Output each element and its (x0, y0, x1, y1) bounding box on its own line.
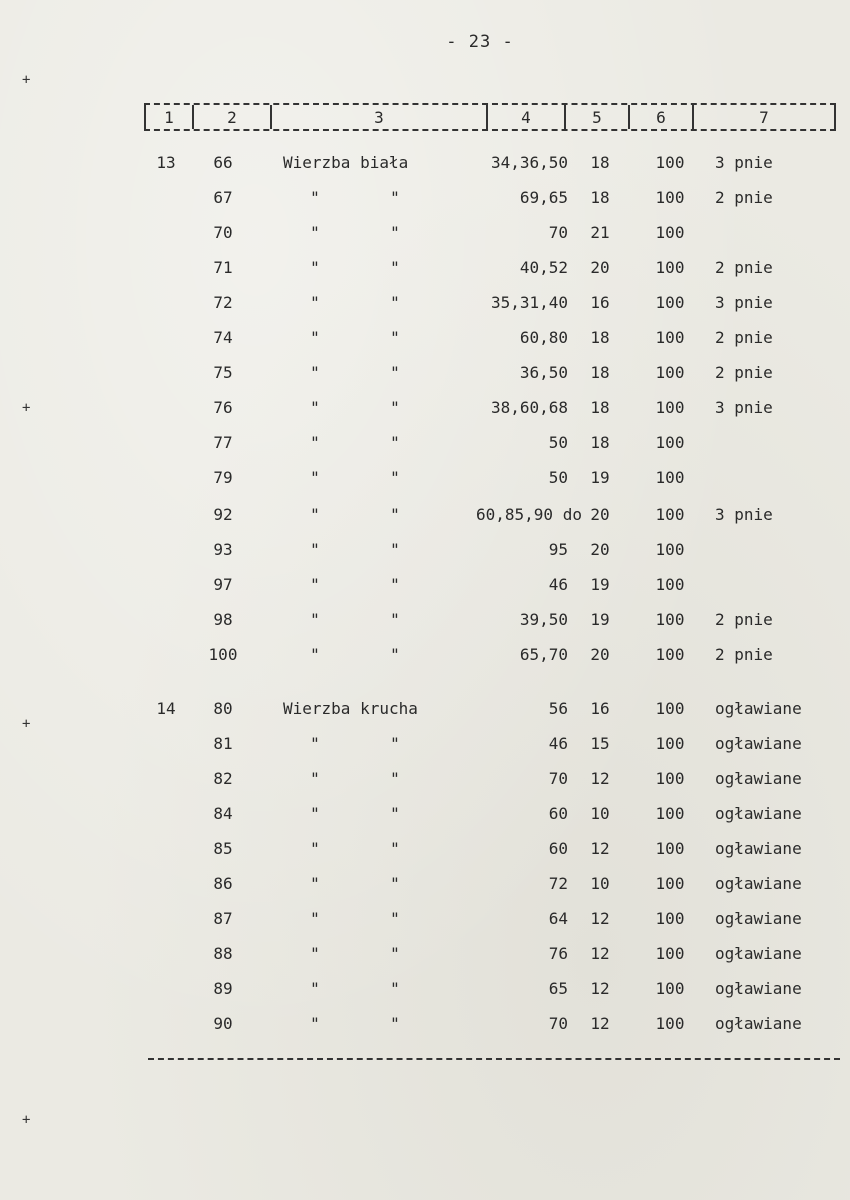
table-row (0, 769, 850, 799)
species-name: Wierzba biała (283, 153, 409, 172)
tree-number: 85 (213, 839, 233, 858)
tree-number: 76 (213, 398, 233, 417)
tree-number: 72 (213, 293, 233, 312)
note: ogławiane (715, 804, 802, 823)
percent: 100 (655, 398, 685, 417)
ditto-mark: " (310, 944, 320, 963)
height: 19 (590, 575, 610, 594)
table-row (0, 944, 850, 974)
table-row (0, 188, 850, 218)
ditto-mark: " (310, 505, 320, 524)
tree-number: 90 (213, 1014, 233, 1033)
ditto-mark: " (310, 540, 320, 559)
table-header (144, 103, 836, 131)
ditto-mark: " (310, 979, 320, 998)
tree-number: 93 (213, 540, 233, 559)
percent: 100 (655, 734, 685, 753)
ditto-mark: " (390, 468, 400, 487)
table-row (0, 433, 850, 463)
height: 20 (590, 540, 610, 559)
diameter: 64 (548, 909, 568, 928)
note: 3 pnie (715, 293, 773, 312)
percent: 100 (655, 153, 685, 172)
percent: 100 (655, 909, 685, 928)
row-group-number: 14 (156, 699, 176, 718)
table-row (0, 1014, 850, 1044)
margin-mark: + (22, 716, 31, 732)
ditto-mark: " (310, 734, 320, 753)
tree-number: 87 (213, 909, 233, 928)
height: 20 (590, 505, 610, 524)
ditto-mark: " (390, 839, 400, 858)
percent: 100 (655, 258, 685, 277)
note: ogławiane (715, 734, 802, 753)
height: 18 (590, 363, 610, 382)
percent: 100 (655, 328, 685, 347)
ditto-mark: " (310, 398, 320, 417)
table-row (0, 505, 850, 535)
table-row (0, 874, 850, 904)
tree-number: 92 (213, 505, 233, 524)
tree-number: 89 (213, 979, 233, 998)
diameter: 35,31,40 (490, 293, 568, 312)
ditto-mark: " (310, 1014, 320, 1033)
table-row (0, 909, 850, 939)
ditto-mark: " (390, 909, 400, 928)
diameter: 46 (548, 734, 568, 753)
height: 18 (590, 398, 610, 417)
ditto-mark: " (310, 468, 320, 487)
table-row (0, 734, 850, 764)
ditto-mark: " (390, 979, 400, 998)
ditto-mark: " (310, 839, 320, 858)
ditto-mark: " (310, 363, 320, 382)
ditto-mark: " (390, 944, 400, 963)
table-row (0, 363, 850, 393)
height: 12 (590, 769, 610, 788)
diameter: 65 (548, 979, 568, 998)
percent: 100 (655, 575, 685, 594)
ditto-mark: " (390, 874, 400, 893)
percent: 100 (655, 505, 685, 524)
height: 20 (590, 645, 610, 664)
percent: 100 (655, 293, 685, 312)
table-row (0, 645, 850, 675)
tree-number: 88 (213, 944, 233, 963)
diameter: 38,60,68 (490, 398, 568, 417)
table-row (0, 839, 850, 869)
ditto-mark: " (310, 328, 320, 347)
ditto-mark: " (390, 293, 400, 312)
diameter: 46 (548, 575, 568, 594)
table-row (0, 699, 850, 729)
diameter: 40,52 (519, 258, 568, 277)
note: 2 pnie (715, 188, 773, 207)
diameter: 39,50 (519, 610, 568, 629)
ditto-mark: " (390, 188, 400, 207)
note: ogławiane (715, 874, 802, 893)
note: ogławiane (715, 839, 802, 858)
height: 16 (590, 699, 610, 718)
note: ogławiane (715, 1014, 802, 1033)
margin-mark: + (22, 1112, 31, 1128)
tree-number: 97 (213, 575, 233, 594)
header-col-1: 1 (146, 105, 194, 129)
table-row (0, 575, 850, 605)
diameter: 70 (548, 769, 568, 788)
ditto-mark: " (390, 734, 400, 753)
header-col-2: 2 (194, 105, 272, 129)
ditto-mark: " (390, 223, 400, 242)
diameter: 60,85,90 do (476, 505, 582, 524)
diameter: 50 (548, 468, 568, 487)
tree-number: 75 (213, 363, 233, 382)
page-number: - 23 - (446, 32, 514, 52)
note: ogławiane (715, 769, 802, 788)
table-row (0, 153, 850, 183)
diameter: 70 (548, 1014, 568, 1033)
ditto-mark: " (310, 874, 320, 893)
ditto-mark: " (390, 540, 400, 559)
height: 20 (590, 258, 610, 277)
note: ogławiane (715, 699, 802, 718)
diameter: 60,80 (519, 328, 568, 347)
percent: 100 (655, 979, 685, 998)
tree-number: 67 (213, 188, 233, 207)
ditto-mark: " (390, 804, 400, 823)
percent: 100 (655, 944, 685, 963)
note: ogławiane (715, 944, 802, 963)
note: 2 pnie (715, 363, 773, 382)
height: 12 (590, 1014, 610, 1033)
percent: 100 (655, 769, 685, 788)
ditto-mark: " (390, 433, 400, 452)
row-group-number: 13 (156, 153, 176, 172)
table-row (0, 398, 850, 428)
note: 2 pnie (715, 645, 773, 664)
tree-number: 86 (213, 874, 233, 893)
ditto-mark: " (390, 258, 400, 277)
margin-mark: + (22, 72, 31, 88)
tree-number: 74 (213, 328, 233, 347)
tree-number: 98 (213, 610, 233, 629)
percent: 100 (655, 468, 685, 487)
height: 19 (590, 610, 610, 629)
height: 12 (590, 839, 610, 858)
note: 2 pnie (715, 610, 773, 629)
table-row (0, 540, 850, 570)
percent: 100 (655, 645, 685, 664)
header-col-6: 6 (630, 105, 694, 129)
table-row (0, 804, 850, 834)
note: 3 pnie (715, 398, 773, 417)
tree-number: 80 (213, 699, 233, 718)
diameter: 56 (548, 699, 568, 718)
ditto-mark: " (310, 575, 320, 594)
margin-mark: + (22, 400, 31, 416)
ditto-mark: " (390, 769, 400, 788)
ditto-mark: " (310, 433, 320, 452)
height: 18 (590, 433, 610, 452)
percent: 100 (655, 874, 685, 893)
species-name: Wierzba krucha (283, 699, 418, 718)
height: 18 (590, 328, 610, 347)
note: ogławiane (715, 979, 802, 998)
percent: 100 (655, 223, 685, 242)
tree-number: 82 (213, 769, 233, 788)
height: 15 (590, 734, 610, 753)
percent: 100 (655, 540, 685, 559)
diameter: 65,70 (519, 645, 568, 664)
diameter: 60 (548, 804, 568, 823)
diameter: 95 (548, 540, 568, 559)
note: ogławiane (715, 909, 802, 928)
height: 16 (590, 293, 610, 312)
table-row (0, 293, 850, 323)
header-col-7: 7 (759, 108, 769, 127)
height: 21 (590, 223, 610, 242)
ditto-mark: " (390, 575, 400, 594)
tree-number: 77 (213, 433, 233, 452)
ditto-mark: " (310, 645, 320, 664)
tree-number: 79 (213, 468, 233, 487)
ditto-mark: " (390, 328, 400, 347)
header-col-3: 3 (272, 105, 488, 129)
ditto-mark: " (310, 804, 320, 823)
diameter: 69,65 (519, 188, 568, 207)
diameter: 50 (548, 433, 568, 452)
height: 10 (590, 804, 610, 823)
diameter: 72 (548, 874, 568, 893)
tree-number: 71 (213, 258, 233, 277)
diameter: 76 (548, 944, 568, 963)
note: 2 pnie (715, 258, 773, 277)
height: 10 (590, 874, 610, 893)
height: 12 (590, 979, 610, 998)
tree-number: 84 (213, 804, 233, 823)
ditto-mark: " (310, 909, 320, 928)
tree-number: 81 (213, 734, 233, 753)
ditto-mark: " (310, 188, 320, 207)
table-row (0, 328, 850, 358)
table-row (0, 979, 850, 1009)
ditto-mark: " (310, 258, 320, 277)
ditto-mark: " (390, 645, 400, 664)
note: 3 pnie (715, 505, 773, 524)
ditto-mark: " (310, 769, 320, 788)
percent: 100 (655, 363, 685, 382)
header-col-5: 5 (566, 105, 630, 129)
percent: 100 (655, 1014, 685, 1033)
tree-number: 66 (213, 153, 233, 172)
table-row (0, 258, 850, 288)
note: 3 pnie (715, 153, 773, 172)
percent: 100 (655, 804, 685, 823)
ditto-mark: " (390, 398, 400, 417)
ditto-mark: " (390, 1014, 400, 1033)
note: 2 pnie (715, 328, 773, 347)
table-row (0, 468, 850, 498)
table-row (0, 223, 850, 253)
height: 18 (590, 153, 610, 172)
height: 18 (590, 188, 610, 207)
ditto-mark: " (390, 610, 400, 629)
percent: 100 (655, 839, 685, 858)
header-col-4: 4 (488, 105, 566, 129)
tree-number: 70 (213, 223, 233, 242)
percent: 100 (655, 188, 685, 207)
table-bottom-rule (148, 1058, 840, 1060)
diameter: 70 (548, 223, 568, 242)
height: 12 (590, 944, 610, 963)
ditto-mark: " (390, 505, 400, 524)
height: 19 (590, 468, 610, 487)
tree-number: 100 (208, 645, 238, 664)
diameter: 60 (548, 839, 568, 858)
ditto-mark: " (310, 610, 320, 629)
height: 12 (590, 909, 610, 928)
ditto-mark: " (310, 293, 320, 312)
percent: 100 (655, 699, 685, 718)
percent: 100 (655, 610, 685, 629)
ditto-mark: " (390, 363, 400, 382)
diameter: 34,36,50 (490, 153, 568, 172)
ditto-mark: " (310, 223, 320, 242)
percent: 100 (655, 433, 685, 452)
diameter: 36,50 (519, 363, 568, 382)
table-row (0, 610, 850, 640)
